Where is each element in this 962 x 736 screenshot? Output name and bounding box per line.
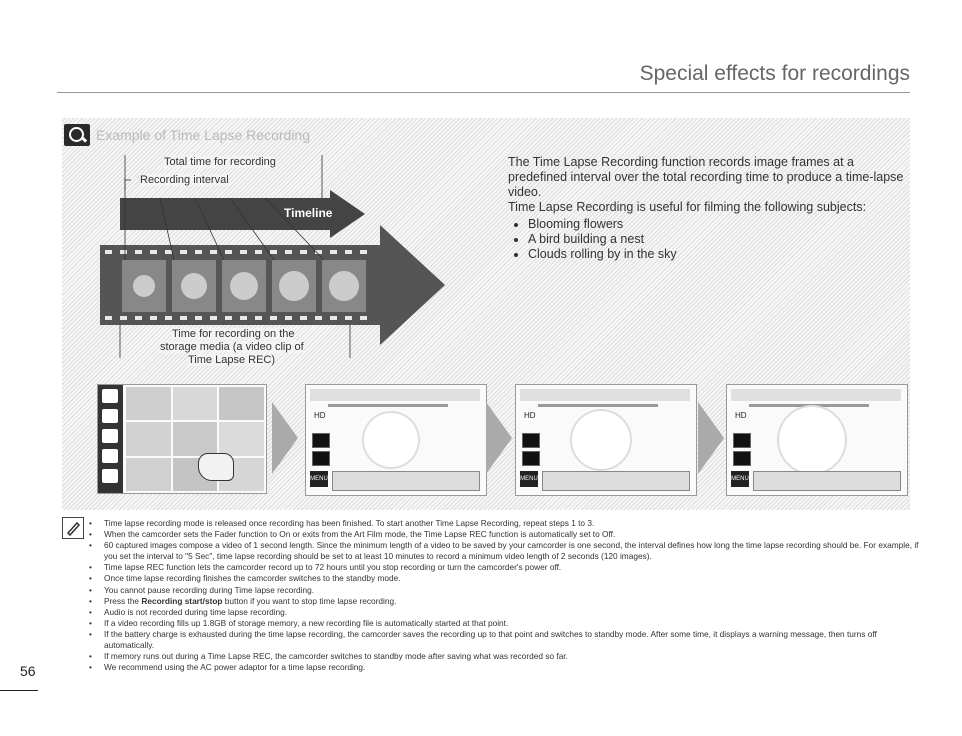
thumbnail[interactable] (173, 422, 218, 455)
next-arrow-icon (698, 402, 724, 474)
note-item: • Time lapse recording mode is released once recording has been finished. To start another Time Lapse Recording, repeat steps 1 to 3. (86, 518, 926, 529)
playback-controls[interactable] (753, 471, 901, 491)
note-item: • Time lapse REC function lets the camcorder record up to 72 hours until you stop recording or turn the camcorder's power off. (86, 562, 926, 573)
menu-button[interactable]: MENU (520, 471, 538, 487)
time-lapse-diagram (100, 150, 460, 375)
flower-image (364, 413, 418, 467)
volume-icon[interactable] (733, 433, 751, 448)
storage-label-line-2: storage media (a video clip of (160, 341, 304, 353)
file-info-bar (520, 389, 690, 401)
flower-image (572, 411, 630, 469)
note-item: • You cannot pause recording during Time lapse recording. (86, 585, 926, 596)
next-arrow-icon (486, 402, 512, 474)
recording-button-name: Recording start/stop (141, 595, 223, 606)
share-icon[interactable] (102, 429, 118, 443)
settings-icon[interactable] (102, 469, 118, 483)
subject-list (508, 217, 908, 262)
file-info-bar (731, 389, 901, 401)
note-item: • When the camcorder sets the Fader function to On or exits from the Art Film mode, the Time Lapse REC function is automatically set to Off. (86, 529, 926, 540)
menu-button[interactable]: MENU (731, 471, 749, 487)
thumbnail[interactable] (126, 458, 171, 491)
snapshot-icon[interactable] (733, 451, 751, 466)
playback-controls[interactable] (542, 471, 690, 491)
file-info-bar (310, 389, 480, 401)
volume-icon[interactable] (522, 433, 540, 448)
page-number-rule (0, 690, 38, 691)
playback-screen (305, 384, 487, 496)
description-subjects-intro: Time Lapse Recording is useful for filming the following subjects: (508, 200, 867, 214)
total-time-label: Total time for recording (164, 156, 276, 168)
thumbnail-grid (126, 387, 264, 491)
note-item: • We recommend using the AC power adaptor for a time lapse recording. (86, 662, 926, 673)
note-item: • If memory runs out during a Time Lapse REC, the camcorder switches to standby mode after saving what was recorded so far. (86, 651, 926, 662)
note-text: button if you want to stop time lapse recording. (222, 595, 397, 606)
page-title: Special effects for recordings (639, 62, 910, 85)
timeline-label: Timeline (284, 206, 333, 220)
storage-label-line-1: Time for recording on the (172, 328, 295, 340)
progress-bar (328, 404, 448, 407)
playback-icon[interactable] (102, 409, 118, 423)
pencil-icon (63, 518, 83, 538)
thumbnail[interactable] (173, 387, 218, 420)
note-item: • If a video recording fills up 1.8GB of storage memory, a new recording file is automatically started at that point. (86, 618, 926, 629)
subject-item: • A bird building a nest (528, 232, 908, 247)
description (508, 155, 908, 262)
menu-button[interactable]: MENU (310, 471, 328, 487)
snapshot-icon[interactable] (522, 451, 540, 466)
quality-label: HD (735, 411, 747, 420)
notes-list (86, 518, 926, 673)
flower-image (779, 407, 845, 473)
note-item: • Once time lapse recording finishes the camcorder switches to the standby mode. (86, 573, 926, 584)
playback-controls[interactable] (332, 471, 480, 491)
page-number: 56 (20, 663, 36, 679)
title-divider (57, 92, 910, 93)
note-item: • 60 captured images compose a video of 1 second length. Since the minimum length of a video to be saved by your camcorder is one second, the interval defines how long the time lapse recording should be. For example, if you set the interval to "5 Sec", time lapse recording should be set to at least 10 minutes to record a minimum video length of 2 seconds (120 images). (86, 540, 926, 562)
storage-label-line-3: Time Lapse REC) (188, 354, 276, 366)
note-item (86, 596, 926, 607)
note-text: Press the (104, 595, 142, 606)
thumbnail[interactable] (126, 387, 171, 420)
thumbnail[interactable] (126, 422, 171, 455)
delete-icon[interactable] (102, 449, 118, 463)
pointing-hand-icon (198, 453, 234, 481)
subject-item: • Clouds rolling by in the sky (528, 247, 908, 262)
video-mode-icon[interactable] (102, 389, 118, 403)
description-paragraph: The Time Lapse Recording function records image frames at a predefined interval over the total recording time to produce a time-lapse video. (508, 155, 904, 199)
progress-bar (538, 404, 658, 407)
mode-sidebar (98, 385, 123, 493)
interval-label: Recording interval (140, 174, 229, 186)
subject-item: • Blooming flowers (528, 217, 908, 232)
example-title: Example of Time Lapse Recording (96, 127, 310, 143)
quality-label: HD (314, 411, 326, 420)
note-item: • Audio is not recorded during time lapse recording. (86, 607, 926, 618)
magnifier-icon (64, 124, 90, 146)
snapshot-icon[interactable] (312, 451, 330, 466)
note-item: • If the battery charge is exhausted during the time lapse recording, the camcorder saves the recording up to that point and switches to standby mode. After some time, it displays a warning message, then turns off automatically. (86, 629, 926, 651)
playback-screen (726, 384, 908, 496)
thumbnail[interactable] (219, 387, 264, 420)
next-arrow-icon (272, 402, 298, 474)
thumbnail[interactable] (219, 422, 264, 455)
quality-label: HD (524, 411, 536, 420)
volume-icon[interactable] (312, 433, 330, 448)
thumbnail-screen (97, 384, 267, 494)
playback-screen (515, 384, 697, 496)
note-icon (62, 517, 84, 539)
